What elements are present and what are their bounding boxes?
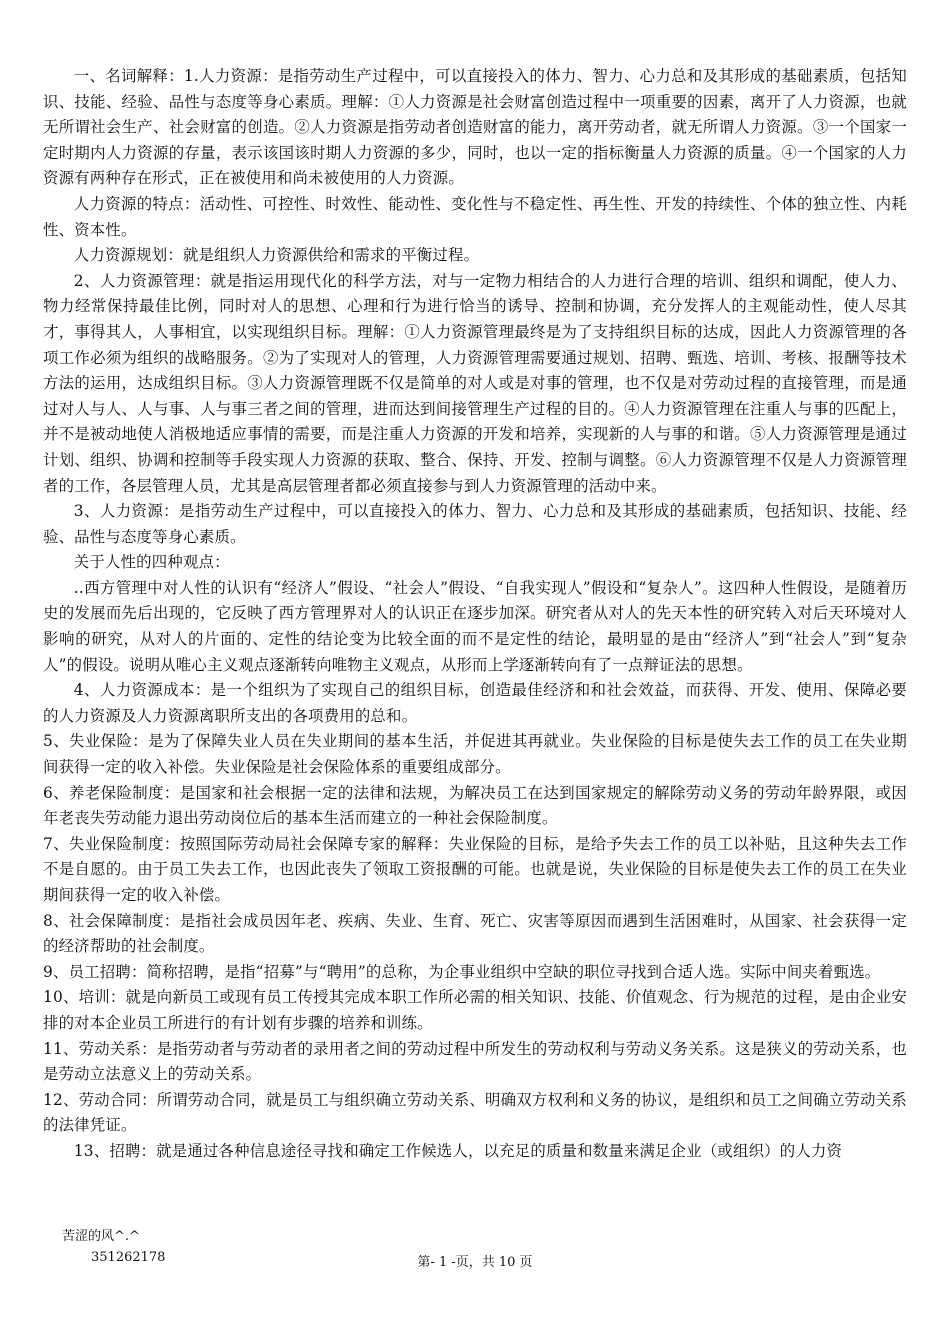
paragraph-hr-planning: 人力资源规划：就是组织人力资源供给和需求的平衡过程。 xyxy=(73,246,480,265)
paragraph-hr-cost: 4、人力资源成本：是一个组织为了实现自己的组织目标，创造最佳经济和和社会效益，而获得、开发、使用、保障必要的人力资源及人力资源离职所支出的各项费用的总和。 xyxy=(43,681,907,725)
paragraph-labor-relations: 11、劳动关系：是指劳动者与劳动者的录用者之间的劳动过程中所发生的劳动权利与劳动义务关系。这是狭义的劳动关系，也是劳动立法意义上的劳动关系。 xyxy=(43,1039,907,1084)
paragraph-definition-hr: 一、名词解释：1.人力资源：是指劳动生产过程中，可以直接投入的体力、智力、心力总和及其形成的基础素质，包括知识、技能、经验、品性与态度等身心素质。理解：①人力资源是社会财富创造过程中一项重要的因素，离开了人力资源，也就无所谓社会生产、社会财富的创造。②人力资源是指劳动者创造财富的能力，离开劳动者，就无所谓人力资源。③一个国家一定时期内人力资源的存量，表示该国该时期人力资源的多少，同时，也以一定的指标衡量人力资源的质量。④一个国家的人力资源有两种存在形式，正在被使用和尚未被使用的人力资源。 xyxy=(43,67,907,188)
paragraph-pension-system: 6、养老保险制度：是国家和社会根据一定的法律和法规，为解决员工在达到国家规定的解除劳动义务的劳动年龄界限，或因年老丧失劳动能力退出劳动岗位后的基本生活而建立的一种社会保险制度。 xyxy=(43,783,907,828)
document-body xyxy=(43,64,907,1165)
footer-author: 苦涩的风^.^ xyxy=(62,1229,140,1244)
footer-qq-number: 351262178 xyxy=(91,1250,166,1265)
paragraph-recruitment: 9、员工招聘：简称招聘，是指“招募”与“聘用”的总称，为企事业组织中空缺的职位寻找到合适人选。实际中间夹着甄选。 xyxy=(43,962,881,981)
paragraph-unemployment-insurance: 5、失业保险：是为了保障失业人员在失业期间的基本生活，并促进其再就业。失业保险的目标是使失去工作的员工在失业期间获得一定的收入补偿。失业保险是社会保险体系的重要组成部分。 xyxy=(43,732,907,777)
paragraph-hr-resource: 3、人力资源：是指劳动生产过程中，可以直接投入的体力、智力、心力总和及其形成的基础素质，包括知识、技能、经验、品性与态度等身心素质。 xyxy=(43,502,907,546)
paragraph-social-security: 8、社会保障制度：是指社会成员因年老、疾病、失业、生育、死亡、灾害等原因而遇到生活困难时，从国家、社会获得一定的经济帮助的社会制度。 xyxy=(43,911,907,956)
paragraph-unemployment-system: 7、失业保险制度：按照国际劳动局社会保障专家的解释：失业保险的目标，是给予失去工作的员工以补贴，且这种失去工作不是自愿的。由于员工失去工作，也因此丧失了领取工资报酬的可能。也就是说，失业保险的目标是使失去工作的员工在失业期间获得一定的收入补偿。 xyxy=(43,834,907,904)
paragraph-hr-features: 人力资源的特点：活动性、可控性、时效性、能动性、变化性与不稳定性、再生性、开发的持续性、个体的独立性、内耗性、资本性。 xyxy=(43,194,907,239)
paragraph-human-nature: ..西方管理中对人性的认识有“经济人”假设、“社会人”假设、“自我实现人”假设和“复杂人”。这四种人性假设，是随着历史的发展而先后出现的，它反映了西方管理界对人的认识正在逐步加深。研究者从对人的先天本性的研究转入对后天环境对人影响的研究，从对人的片面的、定性的结论变为比较全面的而不是定性的结论，最明显的是由“经济人”到“社会人”到“复杂人”的假设。说明从唯心主义观点逐渐转向唯物主义观点，从形而上学逐渐转向有了一点辩证法的思想。 xyxy=(43,578,907,674)
paragraph-hiring: 13、招聘：就是通过各种信息途径寻找和确定工作候选人，以充足的质量和数量来满足企业（或组织）的人力资 xyxy=(73,1141,843,1160)
paragraph-training: 10、培训：就是向新员工或现有员工传授其完成本职工作所必需的相关知识、技能、价值观念、行为规范的过程，是由企业安排的对本企业员工所进行的有计划有步骤的培养和训练。 xyxy=(43,988,907,1032)
paragraph-human-nature-heading: 关于人性的四种观点： xyxy=(73,553,230,572)
footer-page-number: 第- 1 -页，共 10 页 xyxy=(417,1255,533,1270)
paragraph-hr-management: 2、人力资源管理：就是指运用现代化的科学方法，对与一定物力相结合的人力进行合理的培训、组织和调配，使人力、物力经常保持最佳比例，同时对人的思想、心理和行为进行恰当的诱导、控制和协调，充分发挥人的主观能动性，使人尽其才，事得其人，人事相宜，以实现组织目标。理解：①人力资源管理最终是为了支持组织目标的达成，因此人力资源管理的各项工作必须为组织的战略服务。②为了实现对人的管理，人力资源管理需要通过规划、招聘、甄选、培训、考核、报酬等技术方法的运用，达成组织目标。③人力资源管理既不仅是简单的对人或是对事的管理，也不仅是对劳动过程的直接管理，而是通过对人与人、人与事、人与事三者之间的管理，进而达到间接管理生产过程的目的。④人力资源管理在注重人与事的匹配上，并不是被动地使人消极地适应事情的需要，而是注重人力资源的开发和培养，实现新的人与事的和谐。⑤人力资源管理是通过计划、组织、协调和控制等手段实现人力资源的获取、整合、保持、开发、控制与调整。⑥人力资源管理不仅是人力资源管理者的工作，各层管理人员，尤其是高层管理者都必须直接参与到人力资源管理的活动中来。 xyxy=(43,271,907,495)
paragraph-labor-contract: 12、劳动合同：所谓劳动合同，就是员工与组织确立劳动关系、明确双方权利和义务的协议，是组织和员工之间确立劳动关系的法律凭证。 xyxy=(43,1090,907,1135)
